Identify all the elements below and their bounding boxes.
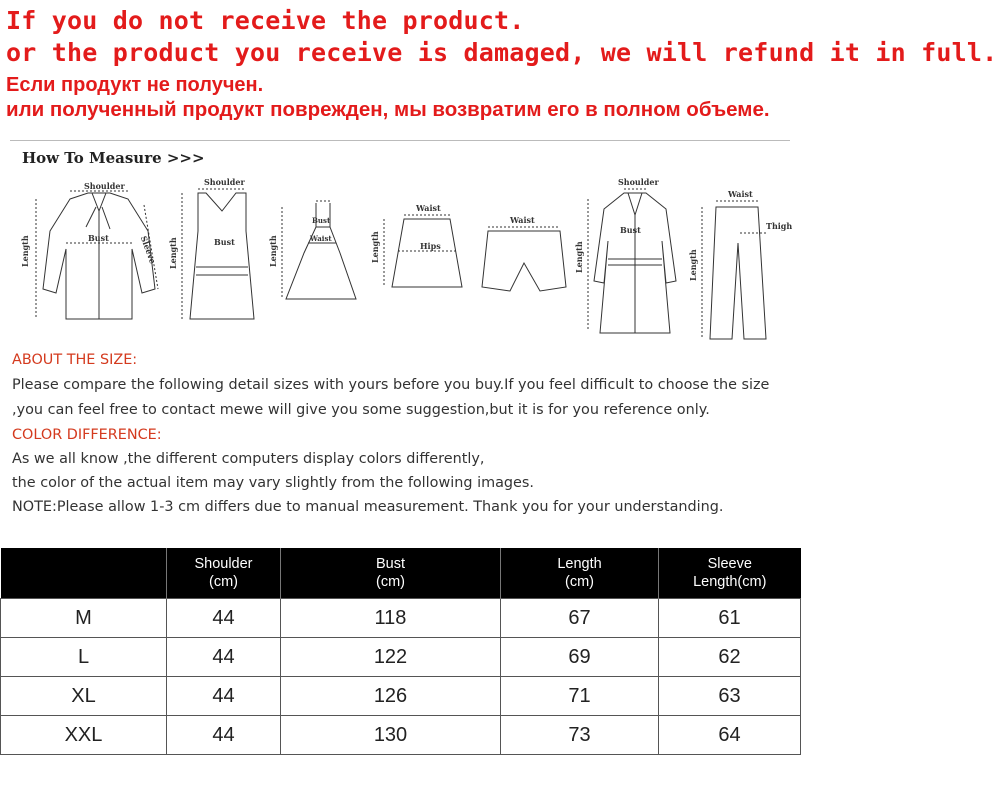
shoulder-cell: 44	[167, 638, 281, 677]
blouse-sleeve-label: Sleeve	[138, 234, 158, 265]
size-chart-table	[0, 548, 801, 755]
bust-cell: 122	[281, 638, 501, 677]
coat-shoulder-label: Shoulder	[618, 177, 659, 187]
measurement-note: NOTE:Please allow 1-3 cm differs due to manual measurement. Thank you for your understanding.	[12, 499, 724, 515]
header-bust: Bust (cm)	[281, 548, 501, 599]
bust-cell: 118	[281, 599, 501, 638]
trousers-figure	[688, 189, 792, 339]
bust-cell: 126	[281, 677, 501, 716]
header-shoulder: Shoulder (cm)	[167, 548, 281, 599]
sleeve-cell: 63	[659, 677, 801, 716]
about-size-line-1: Please compare the following detail sizes with yours before you buy.If you feel difficult to choose the size	[12, 377, 770, 393]
tank-top-figure	[168, 177, 254, 319]
skirt-waist-label: Waist	[416, 203, 441, 213]
table-row	[1, 638, 801, 677]
header-sleeve-length: Sleeve Length(cm)	[659, 548, 801, 599]
color-difference-line-2: the color of the actual item may vary slightly from the following images.	[12, 475, 534, 491]
sleeve-cell: 61	[659, 599, 801, 638]
refund-notice	[0, 0, 997, 130]
notice-line-2: or the product you receive is damaged, we will refund it in full.	[6, 38, 997, 67]
coat-bust-label: Bust	[620, 225, 641, 235]
header-size	[1, 548, 167, 599]
length-cell: 69	[501, 638, 659, 677]
shoulder-cell: 44	[167, 599, 281, 638]
coat-figure	[574, 177, 676, 333]
dress-length-label: Length	[268, 235, 278, 267]
skirt-length-label: Length	[370, 231, 380, 263]
table-row	[1, 677, 801, 716]
sleeve-cell: 64	[659, 716, 801, 755]
tank-length-label: Length	[168, 237, 178, 269]
skirt-figure	[370, 203, 462, 287]
blouse-bust-label: Bust	[88, 233, 109, 243]
size-cell: XL	[1, 677, 167, 716]
notice-line-4: или полученный продукт поврежден, мы возвратим его в полном объеме.	[6, 98, 770, 121]
length-cell: 67	[501, 599, 659, 638]
notice-line-1: If you do not receive the product.	[6, 6, 525, 35]
bust-cell: 130	[281, 716, 501, 755]
trousers-thigh-label: Thigh	[766, 221, 793, 231]
skirt-hips-label: Hips	[420, 241, 441, 251]
blouse-figure	[20, 181, 158, 319]
about-size-line-2: ,you can feel free to contact mewe will give you some suggestion,but it is for you reference only.	[12, 402, 710, 418]
sleeve-cell: 62	[659, 638, 801, 677]
measurement-illustrations	[10, 171, 793, 343]
tank-shoulder-label: Shoulder	[204, 177, 245, 187]
table-row	[1, 716, 801, 755]
how-to-measure-panel	[10, 140, 793, 343]
color-difference-line-1: As we all know ,the different computers display colors differently,	[12, 451, 485, 467]
size-cell: XXL	[1, 716, 167, 755]
blouse-length-label: Length	[20, 235, 30, 267]
header-length: Length (cm)	[501, 548, 659, 599]
tank-bust-label: Bust	[214, 237, 235, 247]
shorts-waist-label: Waist	[510, 215, 535, 225]
about-size-title: ABOUT THE SIZE:	[12, 352, 138, 368]
dress-bust-label: Bust	[312, 216, 331, 225]
how-to-measure-heading: How To Measure >>>	[22, 149, 205, 167]
size-cell: M	[1, 599, 167, 638]
table-row	[1, 599, 801, 638]
size-cell: L	[1, 638, 167, 677]
trousers-length-label: Length	[688, 249, 698, 281]
table-header-row	[1, 548, 801, 599]
shoulder-cell: 44	[167, 716, 281, 755]
color-difference-title: COLOR DIFFERENCE:	[12, 427, 162, 443]
shorts-figure	[482, 215, 566, 291]
dress-waist-label: Waist	[310, 234, 332, 243]
coat-length-label: Length	[574, 241, 584, 273]
shoulder-cell: 44	[167, 677, 281, 716]
strap-dress-figure	[268, 201, 356, 299]
blouse-shoulder-label: Shoulder	[84, 181, 125, 191]
trousers-waist-label: Waist	[728, 189, 753, 199]
notice-line-3: Если продукт не получен.	[6, 74, 264, 96]
length-cell: 71	[501, 677, 659, 716]
length-cell: 73	[501, 716, 659, 755]
